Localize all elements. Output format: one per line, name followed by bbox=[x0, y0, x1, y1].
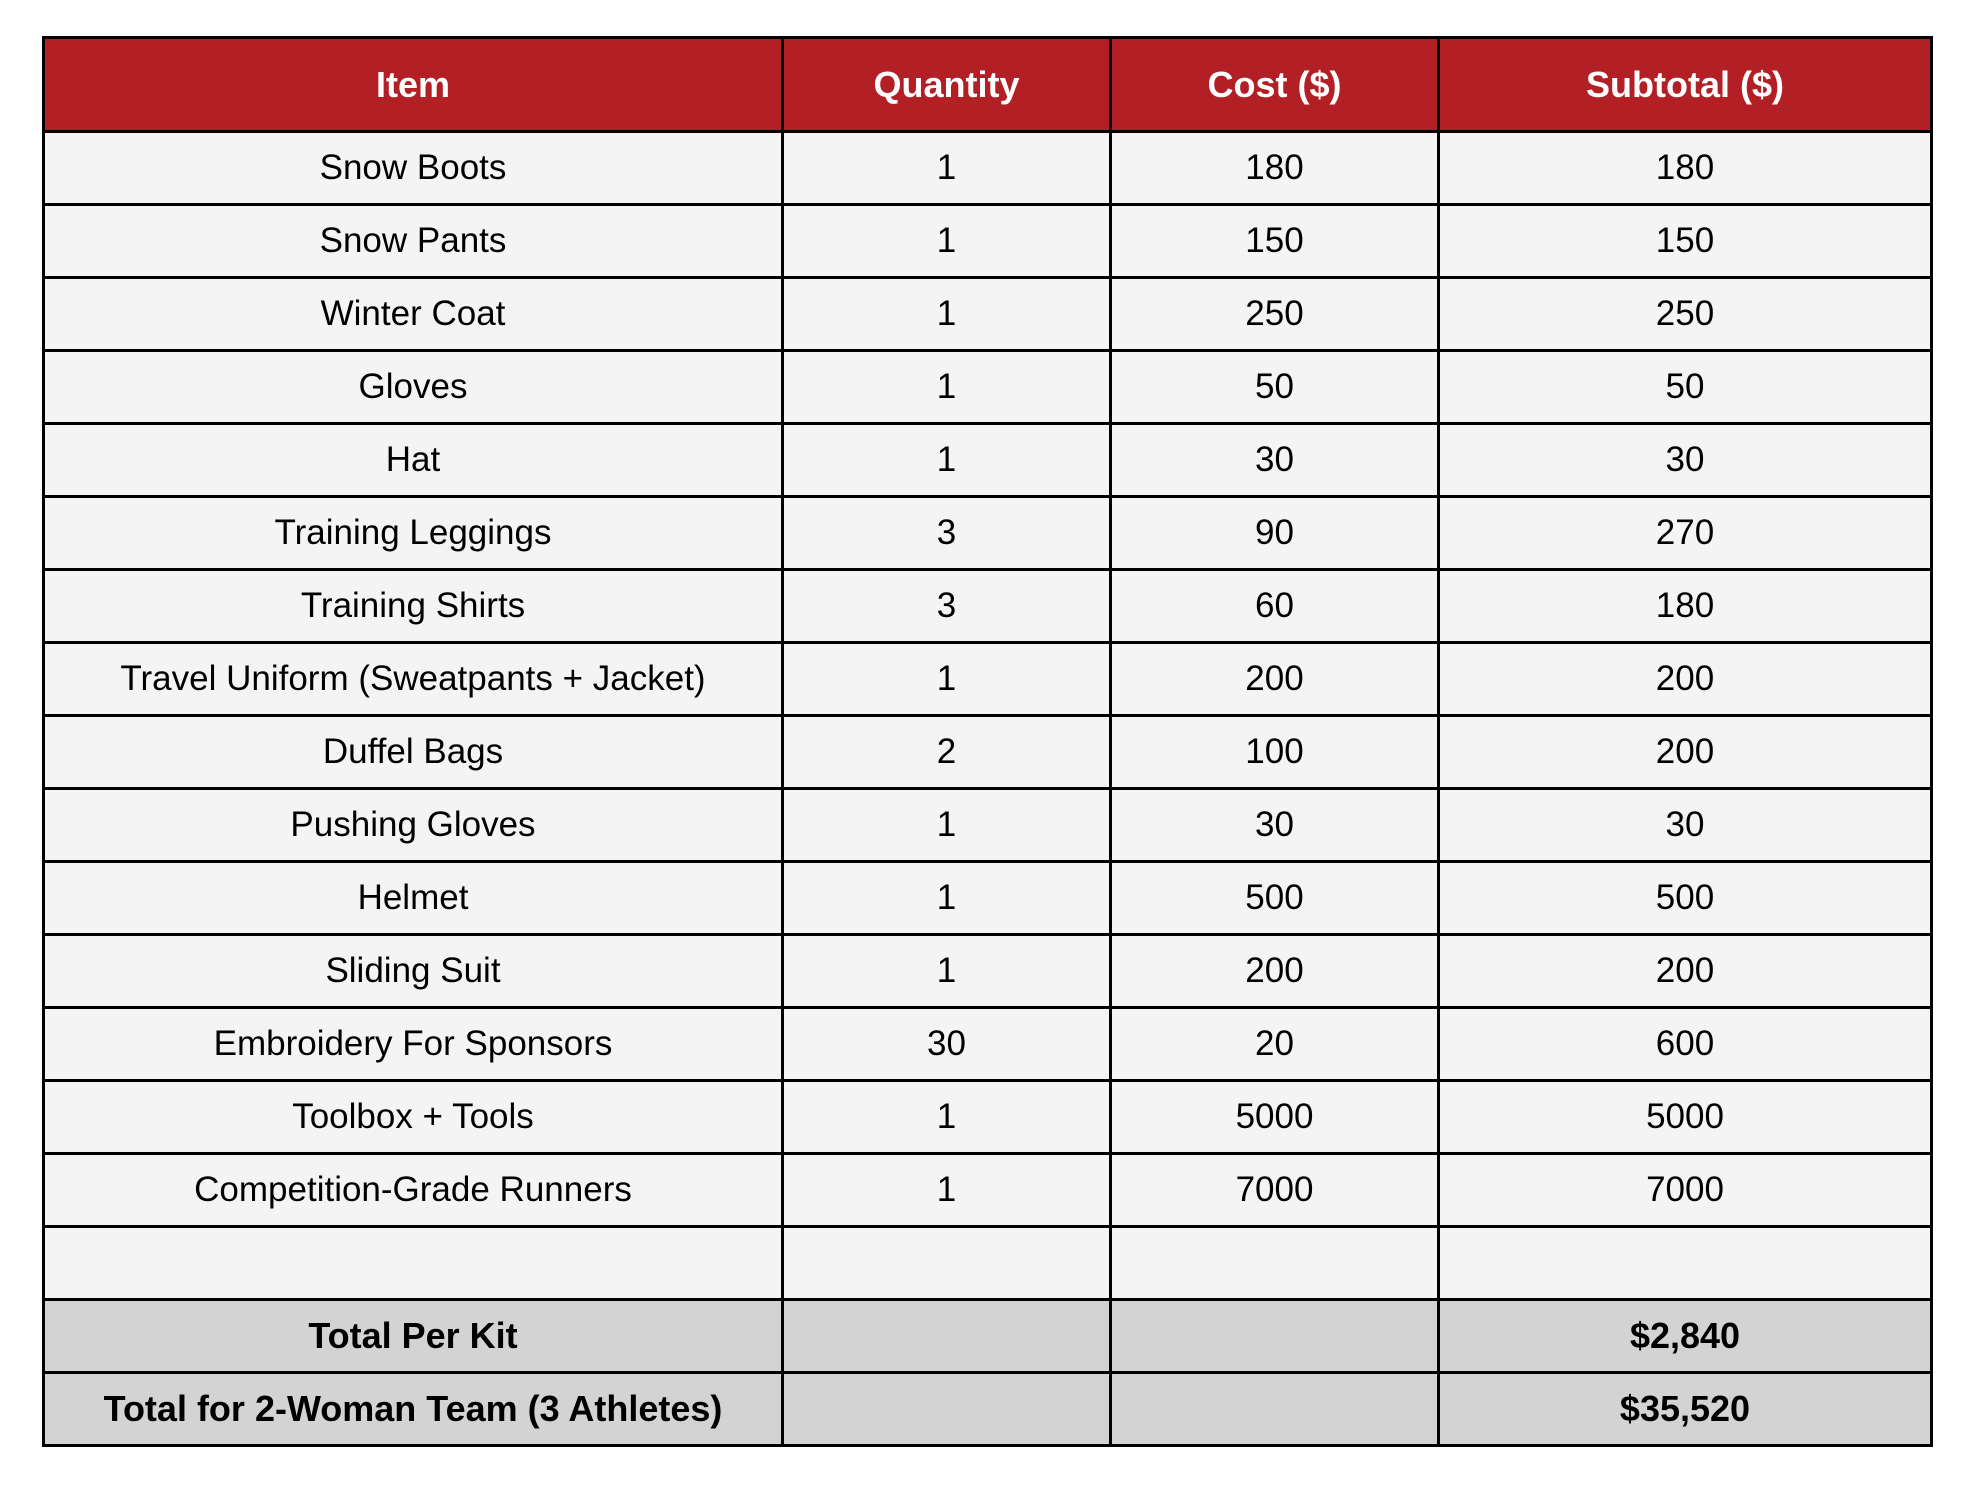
item-cell: Training Leggings bbox=[44, 497, 783, 570]
equipment-cost-sheet bbox=[42, 36, 1930, 1447]
table-totals bbox=[44, 1300, 1932, 1446]
quantity-cell: 2 bbox=[783, 716, 1111, 789]
cost-cell: 180 bbox=[1111, 132, 1439, 205]
item-cell: Total for 2-Woman Team (3 Athletes) bbox=[44, 1373, 783, 1446]
item-cell: Sliding Suit bbox=[44, 935, 783, 1008]
cost-cell bbox=[1111, 1300, 1439, 1373]
table-body bbox=[44, 132, 1932, 1300]
quantity-cell: 1 bbox=[783, 935, 1111, 1008]
quantity-cell: 1 bbox=[783, 132, 1111, 205]
subtotal-cell: 500 bbox=[1439, 862, 1932, 935]
table-row bbox=[44, 1008, 1932, 1081]
item-cell: Pushing Gloves bbox=[44, 789, 783, 862]
table-row bbox=[44, 862, 1932, 935]
table-row bbox=[44, 935, 1932, 1008]
quantity-cell: 1 bbox=[783, 789, 1111, 862]
table-header bbox=[44, 38, 1932, 132]
item-cell: Snow Boots bbox=[44, 132, 783, 205]
total-row bbox=[44, 1300, 1932, 1373]
item-cell: Gloves bbox=[44, 351, 783, 424]
item-cell: Helmet bbox=[44, 862, 783, 935]
cost-cell: 30 bbox=[1111, 424, 1439, 497]
column-header-item: Item bbox=[44, 38, 783, 132]
subtotal-cell: 5000 bbox=[1439, 1081, 1932, 1154]
subtotal-cell: 150 bbox=[1439, 205, 1932, 278]
item-cell: Total Per Kit bbox=[44, 1300, 783, 1373]
cost-cell: 200 bbox=[1111, 935, 1439, 1008]
subtotal-cell: 180 bbox=[1439, 570, 1932, 643]
quantity-cell bbox=[783, 1227, 1111, 1300]
total-row bbox=[44, 1373, 1932, 1446]
cost-cell: 30 bbox=[1111, 789, 1439, 862]
cost-cell: 100 bbox=[1111, 716, 1439, 789]
item-cell: Training Shirts bbox=[44, 570, 783, 643]
cost-cell: 50 bbox=[1111, 351, 1439, 424]
item-cell: Embroidery For Sponsors bbox=[44, 1008, 783, 1081]
table-row bbox=[44, 132, 1932, 205]
item-cell bbox=[44, 1227, 783, 1300]
subtotal-cell: 50 bbox=[1439, 351, 1932, 424]
subtotal-cell: 180 bbox=[1439, 132, 1932, 205]
item-cell: Duffel Bags bbox=[44, 716, 783, 789]
cost-cell: 5000 bbox=[1111, 1081, 1439, 1154]
cost-cell: 200 bbox=[1111, 643, 1439, 716]
quantity-cell: 1 bbox=[783, 862, 1111, 935]
subtotal-cell: 600 bbox=[1439, 1008, 1932, 1081]
quantity-cell: 3 bbox=[783, 570, 1111, 643]
item-cell: Competition-Grade Runners bbox=[44, 1154, 783, 1227]
table-row bbox=[44, 424, 1932, 497]
header-row bbox=[44, 38, 1932, 132]
subtotal-cell: $35,520 bbox=[1439, 1373, 1932, 1446]
quantity-cell: 1 bbox=[783, 424, 1111, 497]
cost-cell: 500 bbox=[1111, 862, 1439, 935]
table-row bbox=[44, 1154, 1932, 1227]
subtotal-cell: 200 bbox=[1439, 643, 1932, 716]
subtotal-cell bbox=[1439, 1227, 1932, 1300]
quantity-cell: 1 bbox=[783, 351, 1111, 424]
table-row bbox=[44, 278, 1932, 351]
kit-cost-table bbox=[42, 36, 1933, 1447]
table-row bbox=[44, 789, 1932, 862]
table-row bbox=[44, 205, 1932, 278]
quantity-cell: 3 bbox=[783, 497, 1111, 570]
column-header-quantity: Quantity bbox=[783, 38, 1111, 132]
subtotal-cell: $2,840 bbox=[1439, 1300, 1932, 1373]
quantity-cell: 1 bbox=[783, 278, 1111, 351]
table-row bbox=[44, 497, 1932, 570]
quantity-cell: 1 bbox=[783, 643, 1111, 716]
table-row bbox=[44, 570, 1932, 643]
subtotal-cell: 30 bbox=[1439, 789, 1932, 862]
cost-cell: 60 bbox=[1111, 570, 1439, 643]
quantity-cell: 1 bbox=[783, 1154, 1111, 1227]
item-cell: Toolbox + Tools bbox=[44, 1081, 783, 1154]
subtotal-cell: 200 bbox=[1439, 935, 1932, 1008]
item-cell: Snow Pants bbox=[44, 205, 783, 278]
table-row bbox=[44, 1081, 1932, 1154]
quantity-cell bbox=[783, 1373, 1111, 1446]
cost-cell bbox=[1111, 1227, 1439, 1300]
table-row bbox=[44, 716, 1932, 789]
subtotal-cell: 270 bbox=[1439, 497, 1932, 570]
item-cell: Travel Uniform (Sweatpants + Jacket) bbox=[44, 643, 783, 716]
subtotal-cell: 200 bbox=[1439, 716, 1932, 789]
quantity-cell bbox=[783, 1300, 1111, 1373]
quantity-cell: 30 bbox=[783, 1008, 1111, 1081]
column-header-subtotal: Subtotal ($) bbox=[1439, 38, 1932, 132]
cost-cell: 7000 bbox=[1111, 1154, 1439, 1227]
cost-cell bbox=[1111, 1373, 1439, 1446]
subtotal-cell: 7000 bbox=[1439, 1154, 1932, 1227]
table-row bbox=[44, 1227, 1932, 1300]
item-cell: Winter Coat bbox=[44, 278, 783, 351]
cost-cell: 20 bbox=[1111, 1008, 1439, 1081]
quantity-cell: 1 bbox=[783, 1081, 1111, 1154]
cost-cell: 150 bbox=[1111, 205, 1439, 278]
subtotal-cell: 30 bbox=[1439, 424, 1932, 497]
subtotal-cell: 250 bbox=[1439, 278, 1932, 351]
cost-cell: 90 bbox=[1111, 497, 1439, 570]
table-row bbox=[44, 643, 1932, 716]
quantity-cell: 1 bbox=[783, 205, 1111, 278]
item-cell: Hat bbox=[44, 424, 783, 497]
column-header-cost: Cost ($) bbox=[1111, 38, 1439, 132]
cost-cell: 250 bbox=[1111, 278, 1439, 351]
table-row bbox=[44, 351, 1932, 424]
